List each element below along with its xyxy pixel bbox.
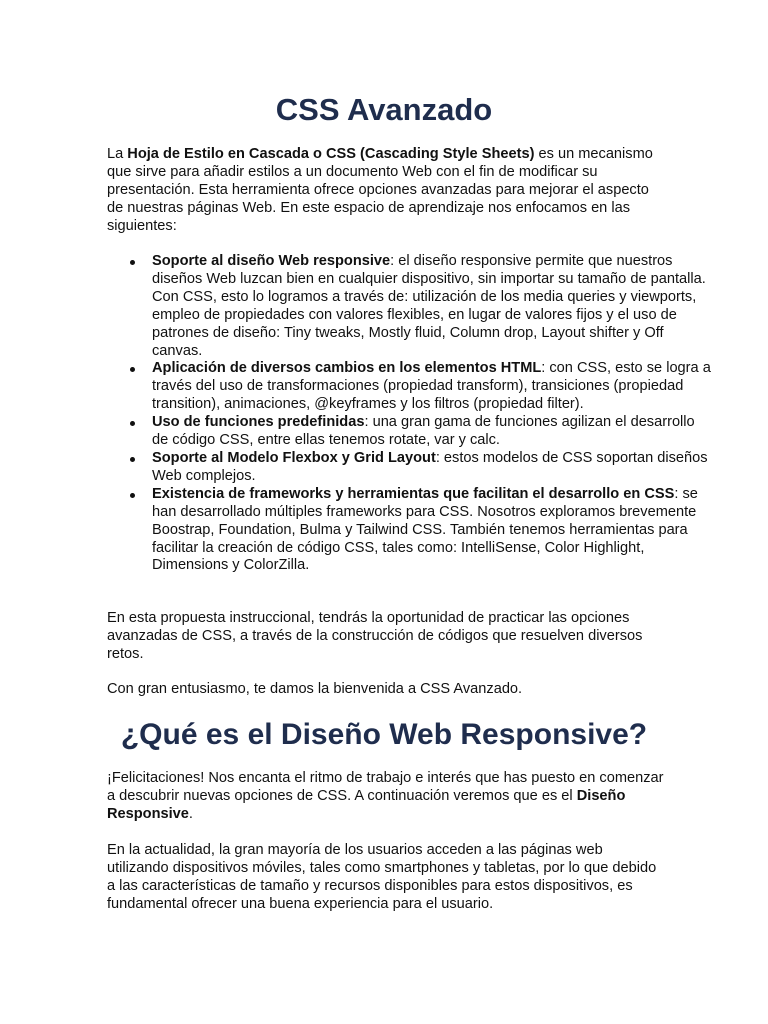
feature-text: : el diseño responsive permite que nuestros diseños Web luzcan bien en cualquier dispositivo, sin importar su tamaño de pantalla. Con CSS, esto lo logramos a través de: utilización de los media queries y viewports, empleo de propiedades con valores flexibles, en lugar de valores fijos y el uso de patrones de diseño: Tiny tweaks, Mostly fluid, Column drop, Layout shifter y Off canvas.: [152, 253, 706, 359]
list-item: [152, 450, 712, 486]
feature-title: Existencia de frameworks y herramientas que facilitan el desarrollo en CSS: [152, 485, 675, 502]
feature-text: : una gran gama de funciones agilizan el desarrollo de código CSS, entre ellas tenemos rotate, var y calc.: [152, 414, 695, 449]
feature-title: Aplicación de diversos cambios en los elementos HTML: [152, 360, 542, 377]
intro-prefix: La: [107, 146, 128, 162]
intro-rest: es un mecanismo que sirve para añadir estilos a un documento Web con el fin de modificar su presentación. Esta herramienta ofrece opciones avanzadas para mejorar el aspecto de nuestras páginas Web. En este espacio de aprendizaje nos enfocamos en las siguientes:: [107, 146, 653, 234]
congrats-end: .: [188, 805, 193, 822]
feature-title: Soporte al diseño Web responsive: [152, 253, 391, 269]
feature-list: [107, 253, 712, 575]
document-title: CSS Avanzado: [275, 92, 493, 127]
list-item: [152, 253, 712, 360]
feature-text: : se han desarrollado múltiples frameworks para CSS. Nosotros exploramos brevemente Boostrap, Foundation, Bulma y Tailwind CSS. También tenemos herramientas para facilitar la creación de código CSS, tales como: IntelliSense, Color Highlight, Dimensions y ColorZilla.: [152, 485, 698, 574]
list-item: [152, 360, 712, 414]
intro-term: Hoja de Estilo en Cascada o CSS (Cascading Style Sheets): [127, 146, 535, 162]
feature-title: Soporte al Modelo Flexbox y Grid Layout: [152, 449, 436, 466]
congrats-paragraph: [107, 770, 667, 824]
feature-text: : con CSS, esto se logra a través del uso de transformaciones (propiedad transform), transiciones (propiedad transition), animaciones, @keyframes y los filtros (propiedad filter).: [152, 360, 711, 413]
congrats-text: ¡Felicitaciones! Nos encanta el ritmo de trabajo e interés que has puesto en comenzar a descubrir nuevas opciones de CSS. A continuación veremos que es el: [107, 770, 664, 804]
feature-text: : estos modelos de CSS soportan diseños Web complejos.: [152, 449, 708, 484]
context-paragraph: En la actualidad, la gran mayoría de los usuarios acceden a las páginas web utilizando dispositivos móviles, tales como smartphones y tabletas, por lo que debido a las características de tamaño y recursos disponibles para estos dispositivos, es fundamental ofrecer una buena experiencia para el usuario.: [107, 842, 657, 912]
feature-title: Uso de funciones predefinidas: [152, 414, 365, 431]
closing-paragraph-2: Con gran entusiasmo, te damos la bienvenida a CSS Avanzado.: [107, 681, 523, 697]
section-heading: ¿Qué es el Diseño Web Responsive?: [120, 718, 648, 751]
responsive-term: Diseño Responsive: [107, 787, 626, 822]
list-item: [152, 414, 712, 450]
intro-paragraph: [107, 146, 667, 236]
closing-paragraph-1: En esta propuesta instruccional, tendrás la oportunidad de practicar las opciones avanzadas de CSS, a través de la construcción de códigos que resuelven diversos retos.: [107, 610, 643, 662]
list-item: [152, 486, 712, 576]
